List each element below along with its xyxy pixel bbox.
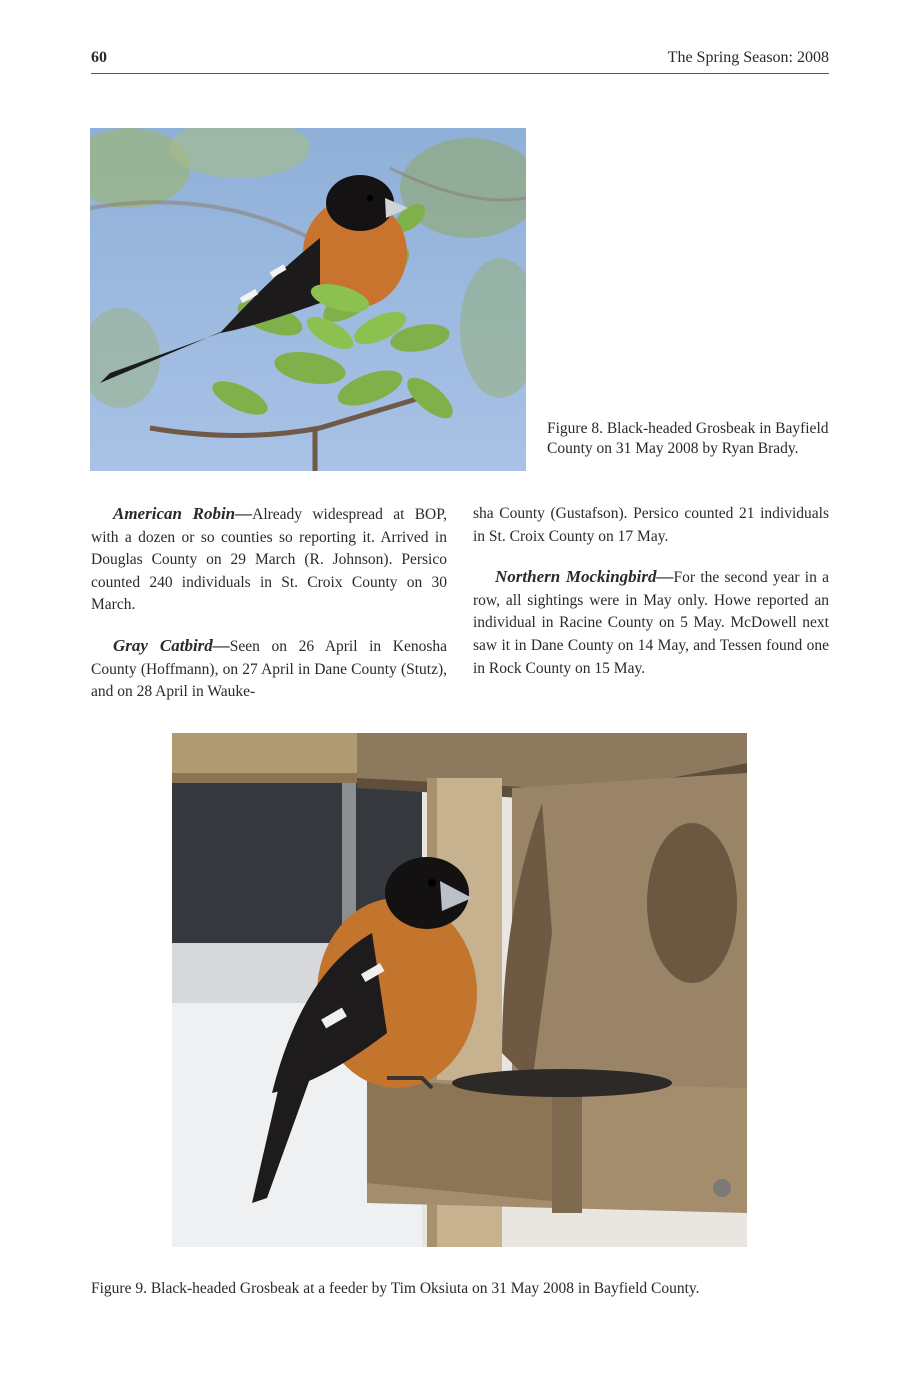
right-text-column: [473, 503, 829, 680]
mockingbird-paragraph: [473, 566, 829, 680]
catbird-continued-paragraph: sha County (Gustafson). Persico counted 21 individuals in St. Croix County on 17 May.: [473, 505, 829, 545]
page-number: 60: [91, 49, 107, 66]
catbird-paragraph: [91, 635, 447, 704]
species-heading-american-robin: American Robin—: [113, 504, 253, 523]
figure-8-photo: [90, 128, 526, 471]
mockingbird-text: For the second year in a row, all sightings were in May only. Howe reported an individual in Racine County on 5 May. McDowell next saw it in Dane County on 14 May, and Tessen found one in Rock County on 15 May.: [473, 569, 829, 677]
species-heading-gray-catbird: Gray Catbird—: [113, 635, 230, 655]
robin-paragraph: [91, 503, 447, 617]
robin-text: Already widespread at BOP, with a dozen or so counties so reporting it. Arrived in Douglas County on 29 March (R. Johnson). Persico counted 240 individuals in St. Croix County on 30 March.: [91, 506, 448, 614]
figure-9-caption: Figure 9. Black-headed Grosbeak at a feeder by Tim Oksiuta on 31 May 2008 in Bayfield County.: [91, 1280, 700, 1297]
running-header: [91, 49, 829, 74]
left-text-column: [91, 503, 447, 704]
species-heading-northern-mockingbird: Northern Mockingbird—: [495, 567, 674, 587]
figure-9-photo: [172, 733, 747, 1247]
figure-8-caption: Figure 8. Black-headed Grosbeak in Bayfield County on 31 May 2008 by Ryan Brady.: [547, 420, 829, 457]
catbird-text: Seen on 26 April in Kenosha County (Hoffmann), on 27 April in Dane County (Stutz), and on 28 April in Wauke-: [91, 637, 447, 701]
running-title: The Spring Season: 2008: [667, 49, 829, 66]
